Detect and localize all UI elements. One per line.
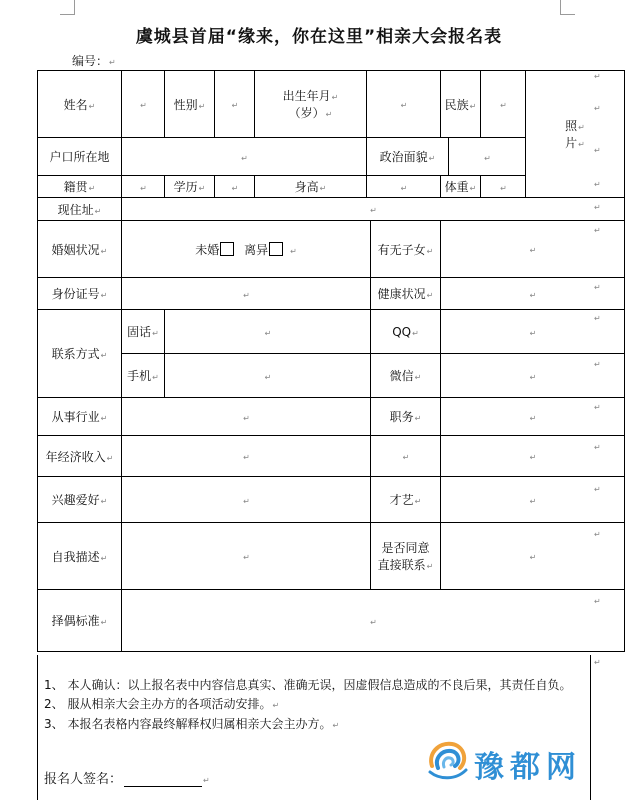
- landline-label: 固话↵: [122, 310, 165, 354]
- divorced-checkbox[interactable]: [269, 242, 283, 256]
- margin-mark: ↵: [594, 530, 601, 539]
- name-field[interactable]: ↵: [122, 71, 165, 138]
- margin-mark: ↵: [594, 104, 601, 113]
- name-label: 姓名↵: [38, 71, 122, 138]
- marital-status-label: 婚姻状况↵: [38, 221, 122, 278]
- margin-mark: ↵: [594, 597, 601, 606]
- id-number-field[interactable]: ↵: [122, 278, 371, 310]
- margin-mark: ↵: [594, 283, 601, 292]
- registration-form-table: [37, 70, 625, 652]
- hukou-field[interactable]: ↵: [122, 138, 367, 176]
- industry-field[interactable]: ↵: [122, 398, 371, 436]
- gender-field[interactable]: ↵: [215, 71, 255, 138]
- landline-field[interactable]: ↵: [165, 310, 371, 354]
- margin-mark: ↵: [594, 314, 601, 323]
- notes-frame-left: [37, 655, 38, 800]
- position-label: 职务↵: [371, 398, 441, 436]
- education-field[interactable]: ↵: [215, 176, 255, 198]
- health-field[interactable]: ↵: [441, 278, 625, 310]
- income-extra-field[interactable]: ↵: [371, 436, 441, 477]
- page-corner-mark: [60, 0, 75, 15]
- income-field[interactable]: ↵: [122, 436, 371, 477]
- partner-criteria-field[interactable]: ↵: [122, 590, 625, 652]
- margin-mark: ↵: [594, 72, 601, 81]
- note-1: 1、 本人确认：以上报名表中内容信息真实、准确无误，因虚假信息造成的不良后果，其责任自负。: [44, 678, 572, 692]
- health-label: 健康状况↵: [371, 278, 441, 310]
- education-label: 学历↵: [165, 176, 215, 198]
- signature-label: 报名人签名：: [44, 772, 123, 787]
- birth-date-field[interactable]: ↵: [367, 71, 441, 138]
- income-label: 年经济收入↵: [38, 436, 122, 477]
- address-label: 现住址↵: [38, 198, 122, 221]
- ethnicity-label: 民族↵: [441, 71, 481, 138]
- height-field[interactable]: ↵: [367, 176, 441, 198]
- note-2: 2、 服从相亲大会主办方的各项活动安排。↵: [44, 697, 280, 711]
- weight-field[interactable]: ↵: [481, 176, 526, 198]
- children-label: 有无子女↵: [371, 221, 441, 278]
- native-place-label: 籍贯↵: [38, 176, 122, 198]
- wechat-label: 微信↵: [371, 354, 441, 398]
- self-description-label: 自我描述↵: [38, 523, 122, 590]
- political-status-label: 政治面貌↵: [367, 138, 449, 176]
- watermark-logo: [424, 736, 634, 786]
- signature-field[interactable]: [124, 773, 202, 787]
- margin-mark: ↵: [594, 485, 601, 494]
- margin-mark: ↵: [594, 180, 601, 189]
- wechat-field[interactable]: ↵: [441, 354, 625, 398]
- address-field[interactable]: ↵: [122, 198, 625, 221]
- swirl-logo-icon: [424, 736, 472, 784]
- partner-criteria-label: 择偶标准↵: [38, 590, 122, 652]
- position-field[interactable]: ↵: [441, 398, 625, 436]
- margin-mark: ↵: [594, 146, 601, 155]
- note-3: 3、 本报名表格内容最终解释权归属相亲大会主办方。↵: [44, 717, 340, 731]
- agree-contact-label: 是否同意 直接联系↵: [371, 523, 441, 590]
- talents-field[interactable]: ↵: [441, 477, 625, 523]
- id-number-label: 身份证号↵: [38, 278, 122, 310]
- notes-section: [44, 676, 589, 735]
- margin-mark: ↵: [594, 403, 601, 412]
- margin-mark: ↵: [594, 203, 601, 212]
- hukou-label: 户口所在地: [38, 138, 122, 176]
- ethnicity-field[interactable]: ↵: [481, 71, 526, 138]
- political-status-field[interactable]: ↵: [449, 138, 526, 176]
- unmarried-checkbox[interactable]: [220, 242, 234, 256]
- self-description-field[interactable]: ↵: [122, 523, 371, 590]
- marital-status-options: 未婚 离异 ↵: [122, 221, 371, 278]
- margin-mark: ↵: [594, 360, 601, 369]
- margin-mark: ↵: [594, 443, 601, 452]
- hobbies-label: 兴趣爱好↵: [38, 477, 122, 523]
- mobile-label: 手机↵: [122, 354, 165, 398]
- qq-field[interactable]: ↵: [441, 310, 625, 354]
- mobile-field[interactable]: ↵: [165, 354, 371, 398]
- qq-label: QQ↵: [371, 310, 441, 354]
- talents-label: 才艺↵: [371, 477, 441, 523]
- hobbies-field[interactable]: ↵: [122, 477, 371, 523]
- contact-label: 联系方式↵: [38, 310, 122, 398]
- industry-label: 从事行业↵: [38, 398, 122, 436]
- native-place-field[interactable]: ↵: [122, 176, 165, 198]
- height-label: 身高↵: [255, 176, 367, 198]
- margin-mark: ↵: [594, 658, 601, 667]
- agree-contact-field[interactable]: ↵: [441, 523, 625, 590]
- income-extra-field-2[interactable]: ↵: [441, 436, 625, 477]
- margin-mark: ↵: [594, 226, 601, 235]
- children-field[interactable]: ↵: [441, 221, 625, 278]
- signature-line: 报名人签名： ↵: [44, 772, 210, 787]
- serial-number-label: 编号：↵: [72, 54, 116, 68]
- weight-label: 体重↵: [441, 176, 481, 198]
- page-title: 虞城县首届“缘来，你在这里”相亲大会报名表: [135, 27, 503, 47]
- birth-date-label: 出生年月↵ （岁）↵: [255, 71, 367, 138]
- gender-label: 性别↵: [165, 71, 215, 138]
- watermark-text: 豫都网: [474, 750, 582, 785]
- photo-box[interactable]: 照↵ 片↵: [526, 71, 625, 198]
- page-corner-mark: [560, 0, 575, 15]
